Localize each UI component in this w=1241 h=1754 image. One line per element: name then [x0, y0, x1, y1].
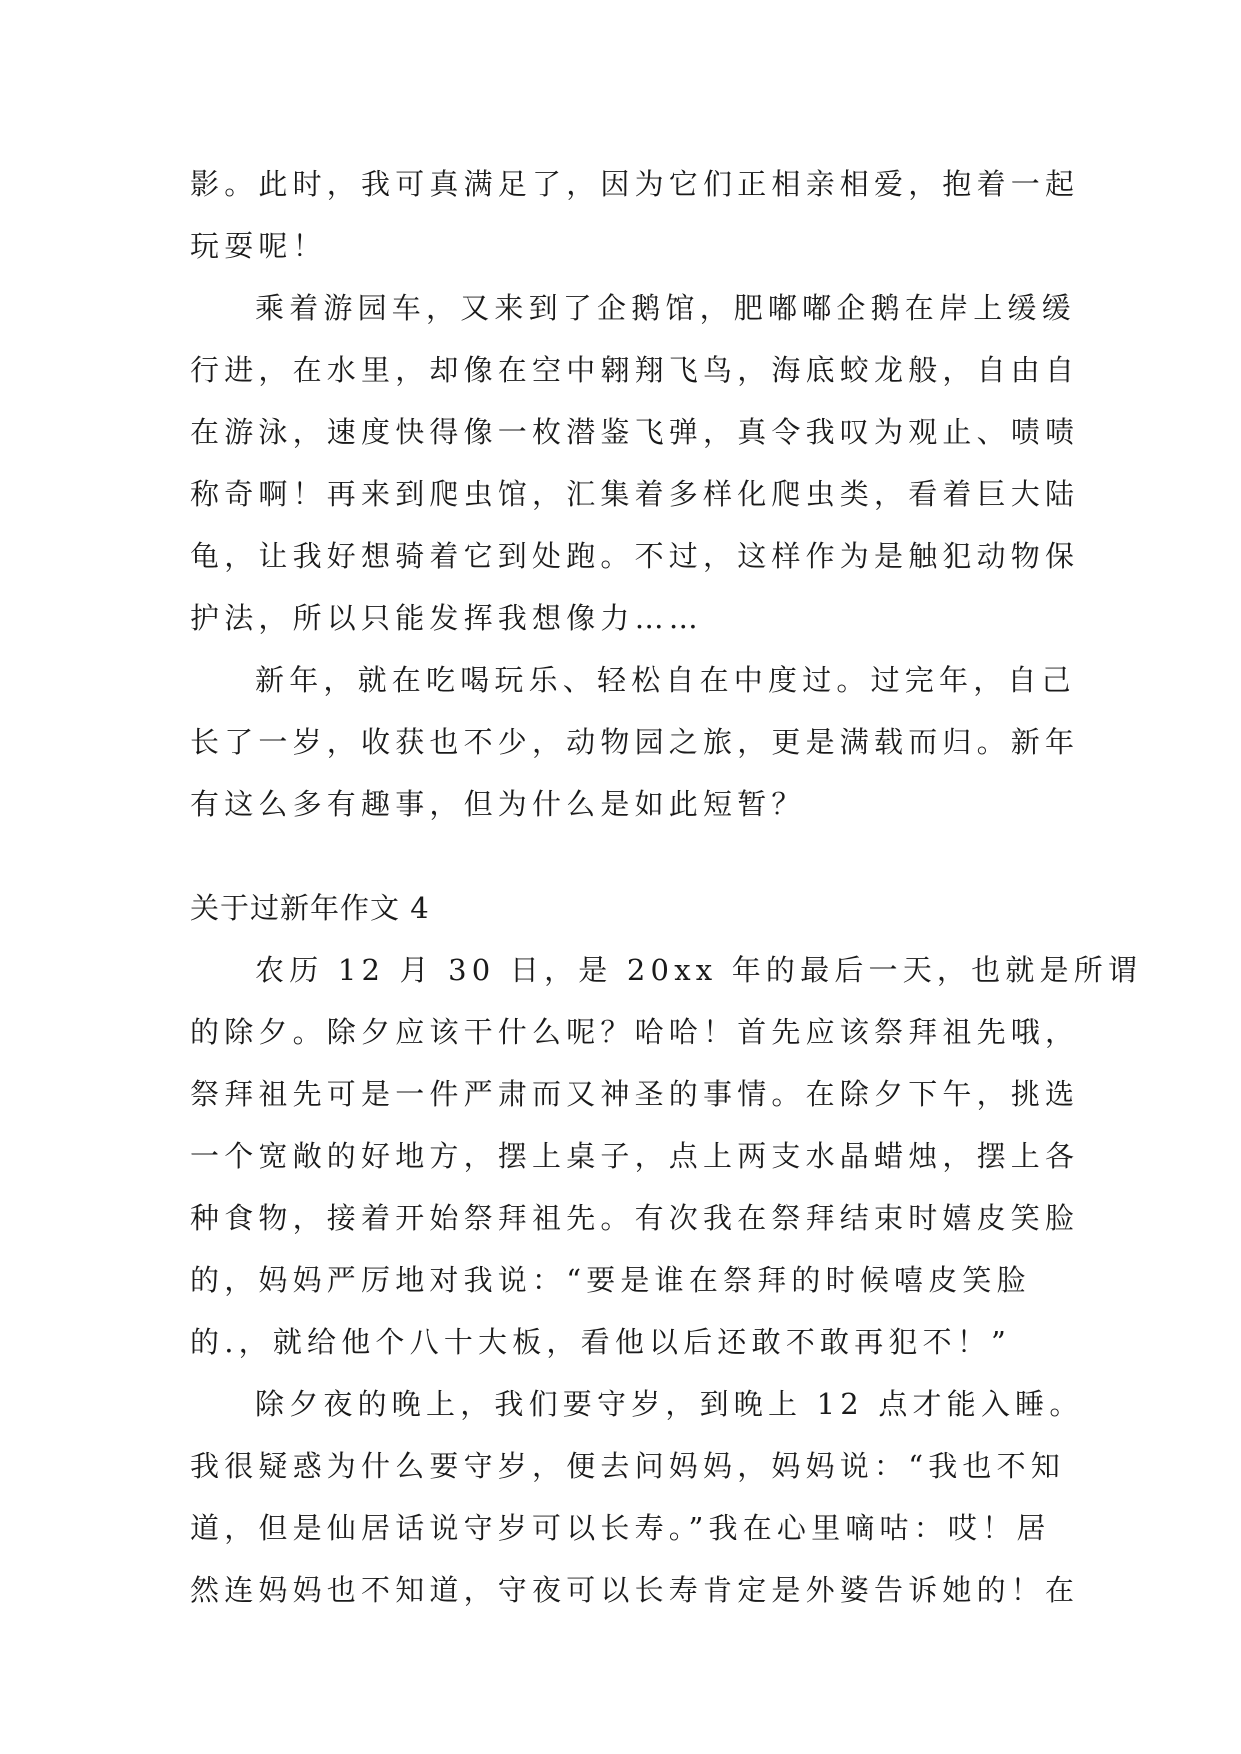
text-line: 在游泳，速度快得像一枚潜鉴飞弹，真令我叹为观止、啧啧: [190, 415, 1080, 449]
paragraph-start-line: 新年，就在吃喝玩乐、轻松自在中度过。过完年，自己: [255, 663, 1076, 697]
section-heading: 关于过新年作文 4: [190, 891, 430, 925]
text-line: 玩耍呢！: [190, 229, 327, 263]
text-line: 道，但是仙居话说守岁可以长寿。”我在心里嘀咕：哎！居: [190, 1511, 1051, 1545]
text-line: 龟，让我好想骑着它到处跑。不过，这样作为是触犯动物保: [190, 539, 1080, 573]
text-line: 一个宽敞的好地方，摆上桌子，点上两支水晶蜡烛，摆上各: [190, 1139, 1080, 1173]
paragraph-start-line: 乘着游园车，又来到了企鹅馆，肥嘟嘟企鹅在岸上缓缓: [255, 291, 1076, 325]
text-line: 护法，所以只能发挥我想像力……: [190, 601, 704, 635]
text-line: 我很疑惑为什么要守岁，便去问妈妈，妈妈说：“我也不知: [190, 1449, 1066, 1483]
text-line: 的除夕。除夕应该干什么呢？哈哈！首先应该祭拜祖先哦，: [190, 1015, 1080, 1049]
text-line: 的.，就给他个八十大板，看他以后还敢不敢再犯不！”: [190, 1325, 1012, 1359]
text-line: 的，妈妈严厉地对我说：“要是谁在祭拜的时候嘻皮笑脸: [190, 1263, 1031, 1297]
text-line: 称奇啊！再来到爬虫馆，汇集着多样化爬虫类，看着巨大陆: [190, 477, 1080, 511]
text-line: 长了一岁，收获也不少，动物园之旅，更是满载而归。新年: [190, 725, 1080, 759]
text-line: 行进，在水里，却像在空中翱翔飞鸟，海底蛟龙般，自由自: [190, 353, 1080, 387]
paragraph-start-line: 除夕夜的晚上，我们要守岁，到晚上 12 点才能入睡。: [255, 1387, 1084, 1421]
text-line: 有这么多有趣事，但为什么是如此短暂？: [190, 787, 806, 821]
text-line: 祭拜祖先可是一件严肃而又神圣的事情。在除夕下午，挑选: [190, 1077, 1080, 1111]
text-line: 然连妈妈也不知道，守夜可以长寿肯定是外婆告诉她的！在: [190, 1573, 1080, 1607]
text-line: 影。此时，我可真满足了，因为它们正相亲相爱，抱着一起: [190, 167, 1080, 201]
paragraph-start-line: 农历 12 月 30 日，是 20xx 年的最后一天，也就是所谓: [255, 953, 1143, 987]
text-line: 种食物，接着开始祭拜祖先。有次我在祭拜结束时嬉皮笑脸: [190, 1201, 1080, 1235]
